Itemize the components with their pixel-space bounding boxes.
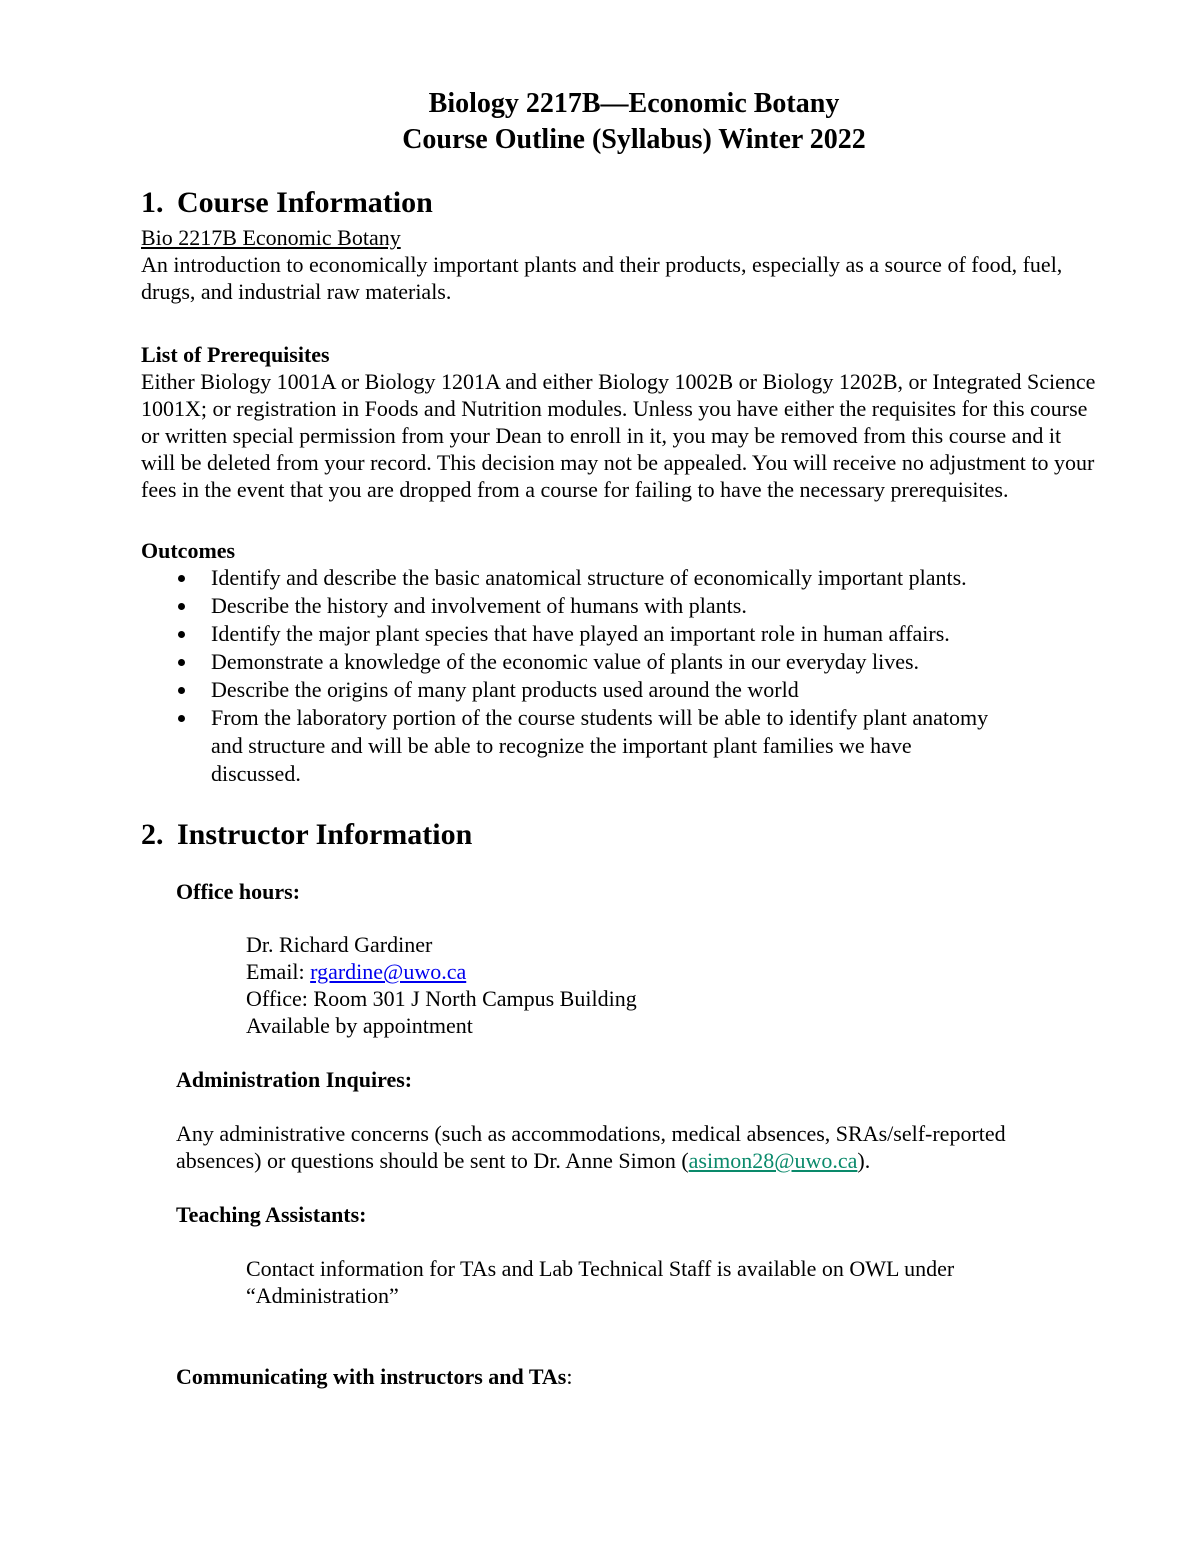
bullet-icon bbox=[178, 687, 185, 694]
course-name: Bio 2217B Economic Botany bbox=[141, 225, 401, 250]
instructor-email-link[interactable]: rgardine@uwo.ca bbox=[310, 959, 467, 984]
list-item: Identify and describe the basic anatomical structure of economically important plants. bbox=[141, 564, 1031, 592]
prerequisites-heading: List of Prerequisites bbox=[141, 342, 330, 367]
outcomes-heading: Outcomes bbox=[141, 538, 236, 563]
bullet-icon bbox=[178, 715, 185, 722]
section-2-title: Instructor Information bbox=[177, 818, 473, 851]
section-1-number: 1. bbox=[141, 186, 164, 219]
list-item: Describe the history and involvement of humans with plants. bbox=[141, 592, 1031, 620]
teaching-assistants-heading: Teaching Assistants: bbox=[176, 1202, 367, 1227]
section-1-title: Course Information bbox=[177, 186, 433, 219]
document-title-line-2: Course Outline (Syllabus) Winter 2022 bbox=[402, 124, 866, 155]
document-page bbox=[141, 86, 1101, 1390]
bullet-icon bbox=[178, 659, 185, 666]
email-label: Email: bbox=[246, 959, 311, 984]
instructor-contact-block bbox=[141, 931, 1101, 1039]
course-description: An introduction to economically important plants and their products, especially as a source of food, fuel, drugs, and industrial raw materials. bbox=[141, 252, 1063, 304]
section-2-heading bbox=[141, 816, 1101, 854]
outcomes-list bbox=[141, 564, 1101, 788]
bullet-icon bbox=[178, 575, 185, 582]
section-2-number: 2. bbox=[141, 818, 164, 851]
list-item: From the laboratory portion of the course students will be able to identify plant anatomy and structure and will be able to recognize the important plant families we have discussed. bbox=[141, 704, 1001, 788]
teaching-assistants-text: Contact information for TAs and Lab Technical Staff is available on OWL under “Administration” bbox=[246, 1256, 955, 1308]
list-item: Demonstrate a knowledge of the economic value of plants in our everyday lives. bbox=[141, 648, 1031, 676]
administration-heading: Administration Inquires: bbox=[176, 1067, 413, 1092]
bullet-icon bbox=[178, 603, 185, 610]
bullet-icon bbox=[178, 631, 185, 638]
list-item: Identify the major plant species that have played an important role in human affairs. bbox=[141, 620, 1031, 648]
instructor-email-line bbox=[246, 958, 1101, 985]
instructor-name: Dr. Richard Gardiner bbox=[246, 932, 433, 957]
administration-text: Any administrative concerns (such as accommodations, medical absences, SRAs/self-reported absences) or questions should be sent to Dr. Anne Simon (asimon28@uwo.ca). bbox=[176, 1121, 1006, 1173]
list-item: Describe the origins of many plant products used around the world bbox=[141, 676, 1031, 704]
document-title-line-1: Biology 2217B—Economic Botany bbox=[428, 88, 840, 119]
prerequisites-text: Either Biology 1001A or Biology 1201A and either Biology 1002B or Biology 1202B, or Integrated Science 1001X; or registration in Foods and Nutrition modules. Unless you have either the requisites for this course or written special permission from your Dean to enroll in it, you may be removed from this course and it will be deleted from your record. This decision may not be appealed. You will receive no adjustment to your fees in the event that you are dropped from a course for failing to have the necessary prerequisites. bbox=[141, 369, 1096, 502]
instructor-availability: Available by appointment bbox=[246, 1013, 473, 1038]
instructor-office: Office: Room 301 J North Campus Building bbox=[246, 986, 637, 1011]
communication-heading: Communicating with instructors and TAs: bbox=[176, 1364, 573, 1389]
admin-email-link[interactable]: asimon28@uwo.ca bbox=[688, 1148, 858, 1173]
section-1-heading bbox=[141, 184, 1101, 222]
office-hours-heading: Office hours: bbox=[176, 879, 301, 904]
